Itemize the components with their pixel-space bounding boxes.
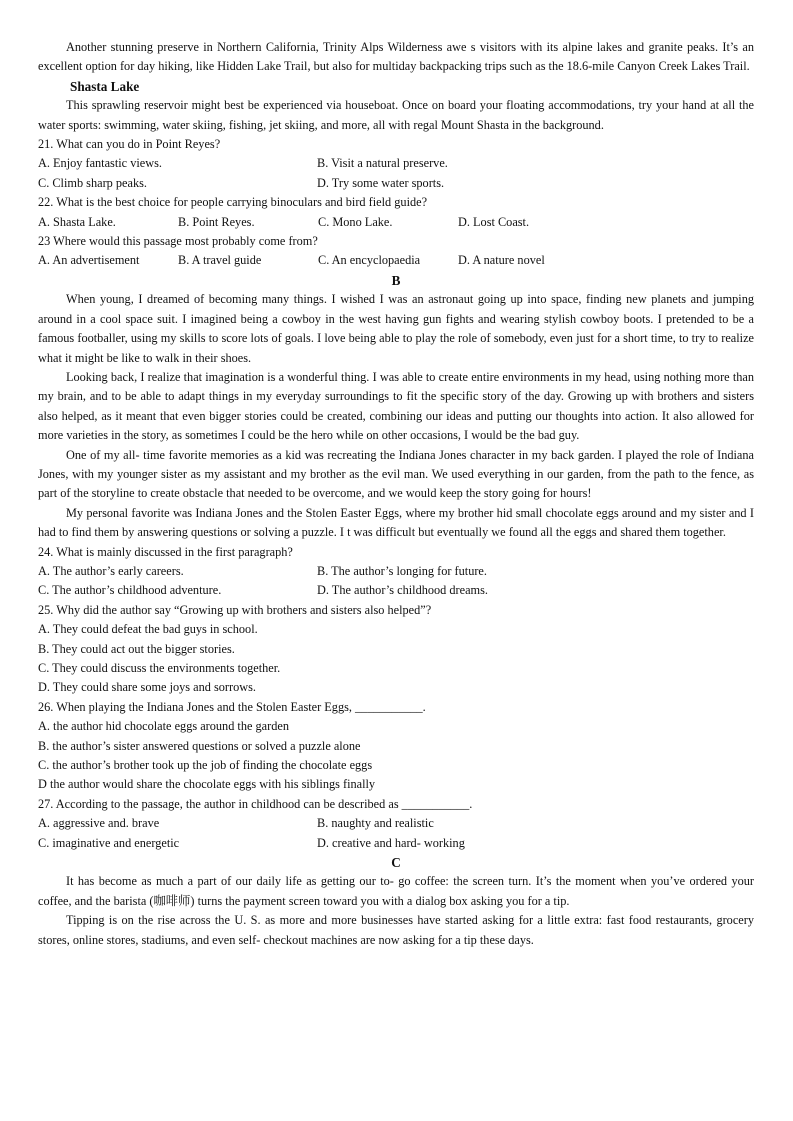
option-d: D the author would share the chocolate eggs with his siblings finally [38,777,376,792]
exam-page [38,38,754,950]
option-c: C. They could discuss the environments together. [38,661,281,675]
question-27-stem: 27. According to the passage, the author in childhood can be described as ___________. [38,796,473,811]
question-23-options [38,251,754,270]
section-c-paragraph-2: Tipping is on the rise across the U. S. as more and more businesses have started asking for a little extra: fast food restaurants, grocery stores, online stores, stadiums, and even self- checkout machines are now asking for a tip these days. [38,913,754,947]
section-b-paragraph-3: One of my all- time favorite memories as a kid was recreating the Indiana Jones character in my back garden. I played the role of Indiana Jones, with my younger sister as my assistant and my brother as the evil man. We used everything in our garden, from the path to the fence, as part of the storyline to create obstacle that needed to be overcome, and we would keep the story going for hours! [38,447,754,501]
question-24-stem: 24. What is mainly discussed in the first paragraph? [38,544,293,559]
passage-paragraph: Another stunning preserve in Northern California, Trinity Alps Wilderness awe s visitors with its alpine lakes and granite peaks. It’s an excellent option for day hiking, like Hidden Lake Trail, but also for multiday backpacking trips such as the 18.6-mile Canyon Creek Lakes Trail. [38,40,754,74]
question-25-stem: 25. Why did the author say “Growing up with brothers and sisters also helped”? [38,602,432,617]
question-27-options [38,814,754,833]
question-21-options [38,154,754,173]
question-22-options [38,213,754,232]
question-24-options [38,581,754,600]
option-d: D. A nature novel [458,253,545,268]
question-21-options [38,174,754,193]
option-c: C. Mono Lake. [318,214,393,229]
option-d: D. The author’s childhood dreams. [317,583,488,598]
subheading-shasta-lake: Shasta Lake [70,78,140,94]
section-b-paragraph-2: Looking back, I realize that imagination is a wonderful thing. I was able to create entire environments in my head, using nothing more than my brain, and to be able to adapt things in my everyday surroundings to fit the specific story of the day. Growing up with brothers and sisters also helped, as it meant that even bigger stories could be created, combining our ideas and putting our thoughts into action. It also allowed for more varieties in the story, as sometimes I could be the hero while on other occasions, I would be the bad guy. [38,369,754,443]
option-a: A. Enjoy fantastic views. [38,156,162,171]
option-c: C. An encyclopaedia [318,253,421,268]
question-26-stem: 26. When playing the Indiana Jones and the Stolen Easter Eggs, ___________. [38,699,426,714]
question-23-stem: 23 Where would this passage most probably come from? [38,234,318,249]
option-b: B. They could act out the bigger stories. [38,641,235,656]
option-d: D. They could share some joys and sorrows. [38,680,257,695]
option-a: A. the author hid chocolate eggs around the garden [38,719,289,734]
question-27-options [38,834,754,853]
question-22-stem: 22. What is the best choice for people carrying binoculars and bird field guide? [38,195,428,210]
option-b: B. Visit a natural preserve. [317,156,448,171]
option-c: C. The author’s childhood adventure. [38,583,222,598]
option-d: D. Try some water sports. [317,175,445,190]
option-d: D. Lost Coast. [458,214,530,229]
option-c: C. the author’s brother took up the job of finding the chocolate eggs [38,758,373,773]
section-b-heading: B [391,272,401,288]
option-c: C. Climb sharp peaks. [38,175,147,190]
option-a: A. Shasta Lake. [38,214,116,229]
question-21-stem: 21. What can you do in Point Reyes? [38,137,221,152]
section-c-heading: C [391,855,401,871]
option-b: B. the author’s sister answered questions or solved a puzzle alone [38,738,361,753]
option-a: A. The author’s early careers. [38,563,184,578]
section-b-paragraph-4: My personal favorite was Indiana Jones and the Stolen Easter Eggs, where my brother hid small chocolate eggs around and my sister and I had to find them by answering questions or solving a puzzle. I t was difficult but eventually we found all the eggs and shared them together. [38,505,754,540]
option-b: B. A travel guide [178,253,262,268]
section-b-paragraph-1: When young, I dreamed of becoming many things. I wished I was an astronaut going up into space, finding new planets and jumping around in a cool space suit. I imagined being a cowboy in the west having gun fights and wearing stylish cowboy boots. I pretended to be a famous footballer, using my skills to score lots of goals. I love being able to play the role of somebody, even just for a short time, to try to realize what it might be like to walk in their shoes. [38,292,754,365]
option-b: B. The author’s longing for future. [317,563,487,578]
section-c-paragraph-1: It has become as much a part of our daily life as getting our to- go coffee: the screen turn. It’s the moment when you’ve ordered your coffee, and the barista (咖啡师) turns the payment screen toward you with a dialog box asking you for a tip. [38,874,754,908]
option-c: C. imaginative and energetic [38,835,180,850]
option-a: A. aggressive and. brave [38,816,160,831]
option-a: A. An advertisement [38,253,140,268]
option-b: B. naughty and realistic [317,816,434,831]
option-a: A. They could defeat the bad guys in school. [38,622,258,637]
option-b: B. Point Reyes. [178,214,255,229]
question-24-options [38,562,754,581]
passage-paragraph: This sprawling reservoir might best be experienced via houseboat. Once on board your floating accommodations, try your hand at all the water sports: swimming, water skiing, fishing, jet skiing, and more, all with regal Mount Shasta in the background. [38,98,754,132]
option-d: D. creative and hard- working [317,835,465,850]
